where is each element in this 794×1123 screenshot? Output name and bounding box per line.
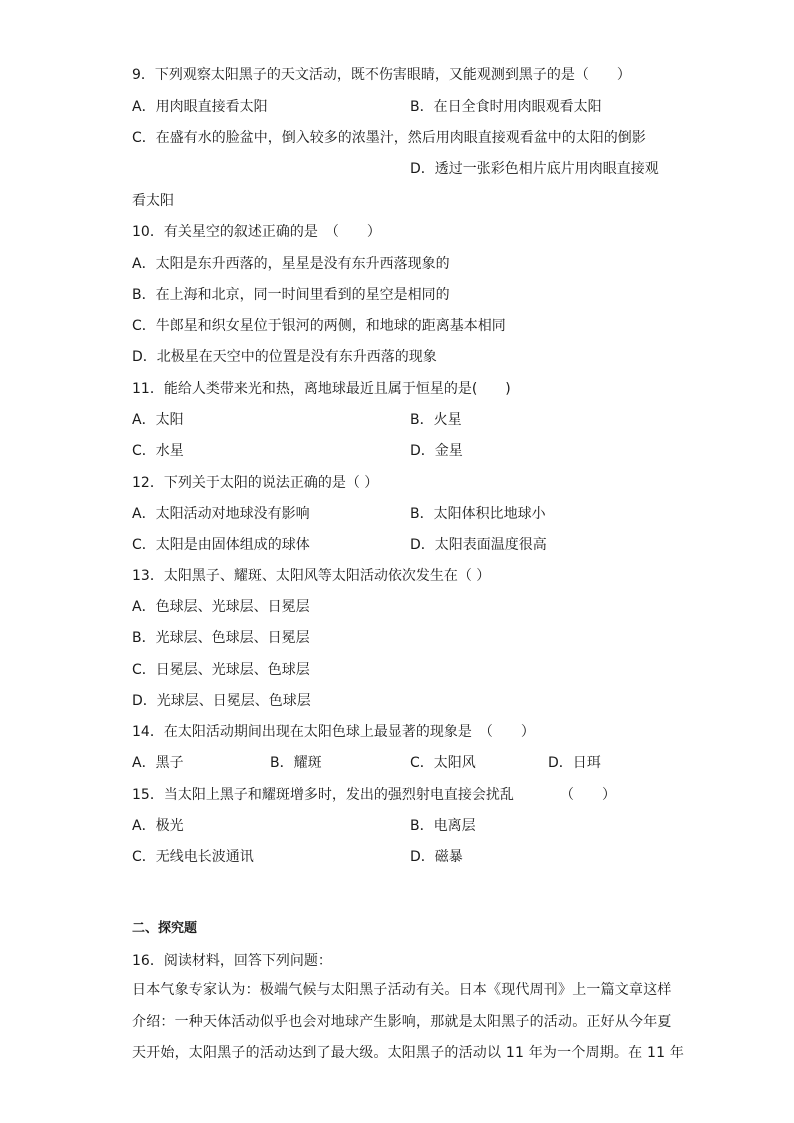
question-15-option-c: C．无线电长波通讯 [132, 849, 254, 865]
question-15-option-b: B．电离层 [410, 818, 476, 834]
passage-line-3: 天开始，太阳黑子的活动达到了最大级。太阳黑子的活动以 11 年为一个周期。在 11 年 [132, 1045, 685, 1061]
question-15-option-a: A．极光 [132, 818, 184, 834]
section-title-inquiry: 二、探究题 [132, 921, 198, 936]
question-12-stem: 12．下列关于太阳的说法正确的是（ ） [132, 475, 379, 491]
question-13-option-c: C．日冕层、光球层、色球层 [132, 662, 310, 678]
question-12-option-c: C．太阳是由固体组成的球体 [132, 537, 310, 553]
question-13-option-d: D．光球层、日冕层、色球层 [132, 693, 311, 709]
question-10-stem: 10．有关星空的叙述正确的是 （ ） [132, 224, 381, 240]
question-12-option-a: A．太阳活动对地球没有影响 [132, 506, 310, 522]
question-9-option-b: B．在日全食时用肉眼观看太阳 [410, 99, 602, 115]
question-12-option-b: B．太阳体积比地球小 [410, 506, 546, 522]
question-9-stem: 9．下列观察太阳黑子的天文活动，既不伤害眼睛，又能观测到黑子的是（ ） [132, 67, 631, 83]
question-14-option-a: A．黑子 [132, 755, 184, 771]
passage-line-2: 介绍：一种天体活动似乎也会对地球产生影响，那就是太阳黑子的活动。正好从今年夏 [132, 1013, 672, 1030]
question-15-stem: 15．当太阳上黑子和耀斑增多时，发出的强烈射电直接会扰乱 [132, 787, 514, 803]
question-15-answer-bracket: （ ） [560, 787, 616, 803]
question-16-passage [132, 975, 685, 1070]
question-13-stem: 13．太阳黑子、耀斑、太阳风等太阳活动依次发生在（ ） [132, 568, 491, 584]
question-13-option-a: A．色球层、光球层、日冕层 [132, 599, 310, 615]
question-10-option-b: B．在上海和北京，同一时间里看到的星空是相同的 [132, 287, 450, 303]
question-16-stem: 16．阅读材料，回答下列问题： [132, 953, 332, 969]
question-9-option-d-continued: 看太阳 [132, 193, 174, 209]
question-11-stem: 11．能给人类带来光和热，离地球最近且属于恒星的是( ) [132, 381, 511, 397]
question-9-option-d: D．透过一张彩色相片底片用肉眼直接观 [410, 161, 659, 177]
question-13-option-b: B．光球层、色球层、日冕层 [132, 630, 310, 646]
question-14-option-c: C．太阳风 [410, 755, 476, 771]
question-9-option-c: C．在盛有水的脸盆中，倒入较多的浓墨汁，然后用肉眼直接观看盆中的太阳的倒影 [132, 130, 646, 146]
question-10-option-a: A．太阳是东升西落的，星星是没有东升西落现象的 [132, 256, 450, 272]
question-14-stem: 14．在太阳活动期间出现在太阳色球上最显著的现象是 （ ） [132, 724, 535, 740]
question-9-option-a: A．用肉眼直接看太阳 [132, 99, 268, 115]
question-14-option-b: B．耀斑 [270, 755, 322, 771]
question-10-option-d: D．北极星在天空中的位置是没有东升西落的现象 [132, 349, 437, 365]
question-11-option-b: B．火星 [410, 412, 462, 428]
passage-line-1: 日本气象专家认为：极端气候与太阳黑子活动有关。日本《现代周刊》上一篇文章这样 [132, 982, 672, 998]
question-10-option-c: C．牛郎星和织女星位于银河的两侧，和地球的距离基本相同 [132, 318, 506, 334]
question-15-option-d: D．磁暴 [410, 849, 463, 865]
question-12-option-d: D．太阳表面温度很高 [410, 537, 547, 553]
question-11-option-c: C．水星 [132, 443, 184, 459]
question-11-option-a: A．太阳 [132, 412, 184, 428]
question-14-option-d: D．日珥 [548, 755, 601, 771]
question-11-option-d: D．金星 [410, 443, 463, 459]
